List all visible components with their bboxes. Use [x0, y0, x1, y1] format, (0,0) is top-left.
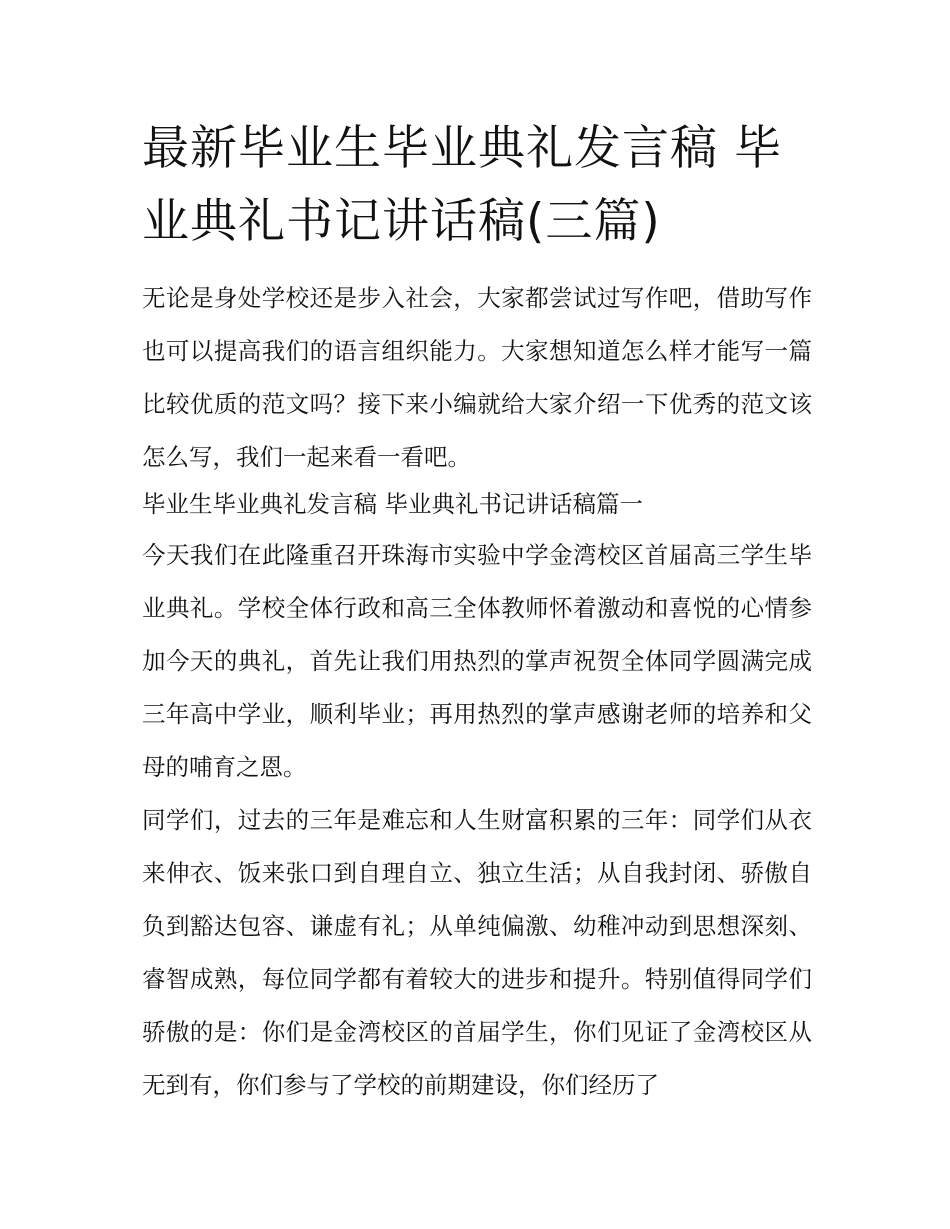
speech-paragraph-1: 今天我们在此隆重召开珠海市实验中学金湾校区首届高三学生毕业典礼。学校全体行政和高三全体教师怀着激动和喜悦的心情参加今天的典礼，首先让我们用热烈的掌声祝贺全体同学圆满完成三年高中学业，顺利毕业；再用热烈的掌声感谢老师的培养和父母的哺育之恩。 [142, 541, 812, 781]
speech-paragraph-2: 同学们，过去的三年是难忘和人生财富积累的三年：同学们从衣来伸衣、饭来张口到自理自立、独立生活；从自我封闭、骄傲自负到豁达包容、谦虚有礼；从单纯偏激、幼稚冲动到思想深刻、睿智成熟，每位同学都有着较大的进步和提升。特别值得同学们骄傲的是：你们是金湾校区的首届学生，你们见证了金湾校区从无到有，你们参与了学校的前期建设，你们经历了 [142, 806, 812, 1099]
section-heading: 毕业生毕业典礼发言稿 毕业典礼书记讲话稿篇一 [142, 490, 643, 518]
document-body [142, 112, 812, 1112]
intro-paragraph: 无论是身处学校还是步入社会，大家都尝试过写作吧，借助写作也可以提高我们的语言组织能力。大家想知道怎么样才能写一篇比较优质的范文吗？接下来小编就给大家介绍一下优秀的范文该怎么写，我们一起来看一看吧。 [142, 284, 812, 471]
document-title: 最新毕业生毕业典礼发言稿 毕业典礼书记讲话稿(三篇) [142, 121, 782, 249]
